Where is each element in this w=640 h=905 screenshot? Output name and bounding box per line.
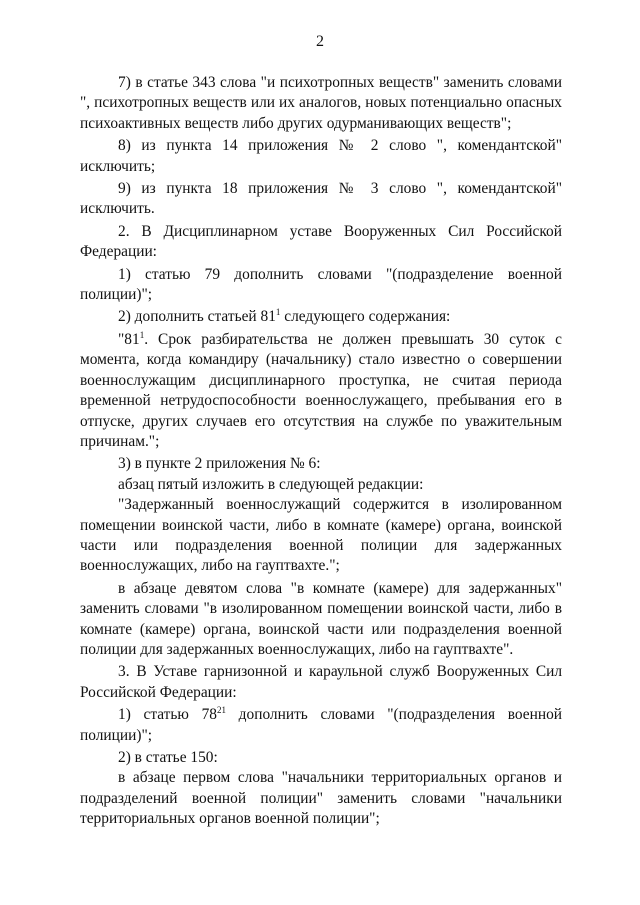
paragraph-add-article-81-1: [80, 307, 562, 327]
paragraph-item-18-appendix-3: 9) из пункта 18 приложения № 3 слово ", комендантской" исключить.: [80, 180, 562, 218]
superscript: 1: [139, 329, 145, 340]
superscript: 21: [217, 705, 226, 716]
text-fragment: следующего содержания:: [280, 308, 451, 326]
text-fragment: "81: [118, 330, 140, 348]
paragraph-item-2-appendix-6: 3) в пункте 2 приложения № 6:: [118, 455, 321, 473]
paragraph-disciplinary-charter-heading: 2. В Дисциплинарном уставе Вооруженных Сил Российской Федерации:: [80, 222, 562, 261]
superscript: 1: [275, 307, 281, 318]
paragraph-ninth-abzats-amendment: в абзаце девятом слова "в комнате (камере) для задержанных" заменить словами "в изолированном помещении воинской части, либо в комнате (камере) органа, воинской части или подразделения военной полиции для задержанных военнослужащих, либо на гауптвахте".: [80, 579, 562, 658]
text-fragment: . Срок разбирательства не должен превышать 30 суток с момента, когда командиру (начальнику) стало известно о совершении военнослужащим дисциплинарного проступка, не считая периода временной нетрудоспособности военнослужащего, пребывания его в отпуске, других случаев его отсутствия на службе по уважительным причинам.";: [80, 330, 562, 450]
paragraph-article-150-heading: 2) в статье 150:: [118, 749, 218, 766]
paragraph-first-abzats-amendment: в абзаце первом слова "начальники территориальных органов и подразделений военной полиции" заменить словами "начальники территориальных органов военной полиции";: [80, 769, 562, 828]
paragraph-garrison-charter-heading: 3. В Уставе гарнизонной и караульной служб Вооруженных Сил Российской Федерации:: [80, 663, 562, 701]
paragraph-article-78-21-amendment: [80, 705, 562, 746]
paragraph-article-343-amendment: 7) в статье 343 слова "и психотропных веществ" заменить словами ", психотропных веществ или их аналогов, новых потенциально опасных психоактивных веществ либо других одурманивающих веществ";: [80, 74, 562, 132]
page-number: 2: [316, 33, 324, 50]
paragraph-article-79-amendment: 1) статью 79 дополнить словами "(подразделение военной полиции)";: [80, 265, 562, 304]
paragraph-item-14-appendix-2: 8) из пункта 14 приложения № 2 слово ", комендантской" исключить;: [80, 137, 562, 175]
document-body: [80, 73, 562, 830]
paragraph-fifth-abzats-heading: абзац пятый изложить в следующей редакции:: [118, 475, 424, 493]
text-fragment: 2) дополнить статьей 81: [118, 308, 276, 326]
paragraph-detained-serviceman-text: "Задержанный военнослужащий содержится в изолированном помещении воинской части, либо в комнате (камере) органа, воинской части или подразделения военной полиции для задержанных военнослужащих, либо на гауптвахте.";: [80, 496, 562, 575]
text-fragment: 1) статью 78: [118, 706, 217, 724]
text-fragment: дополнить словами "(подразделения военной полиции)";: [80, 706, 563, 744]
paragraph-article-81-1-text: [80, 330, 562, 452]
